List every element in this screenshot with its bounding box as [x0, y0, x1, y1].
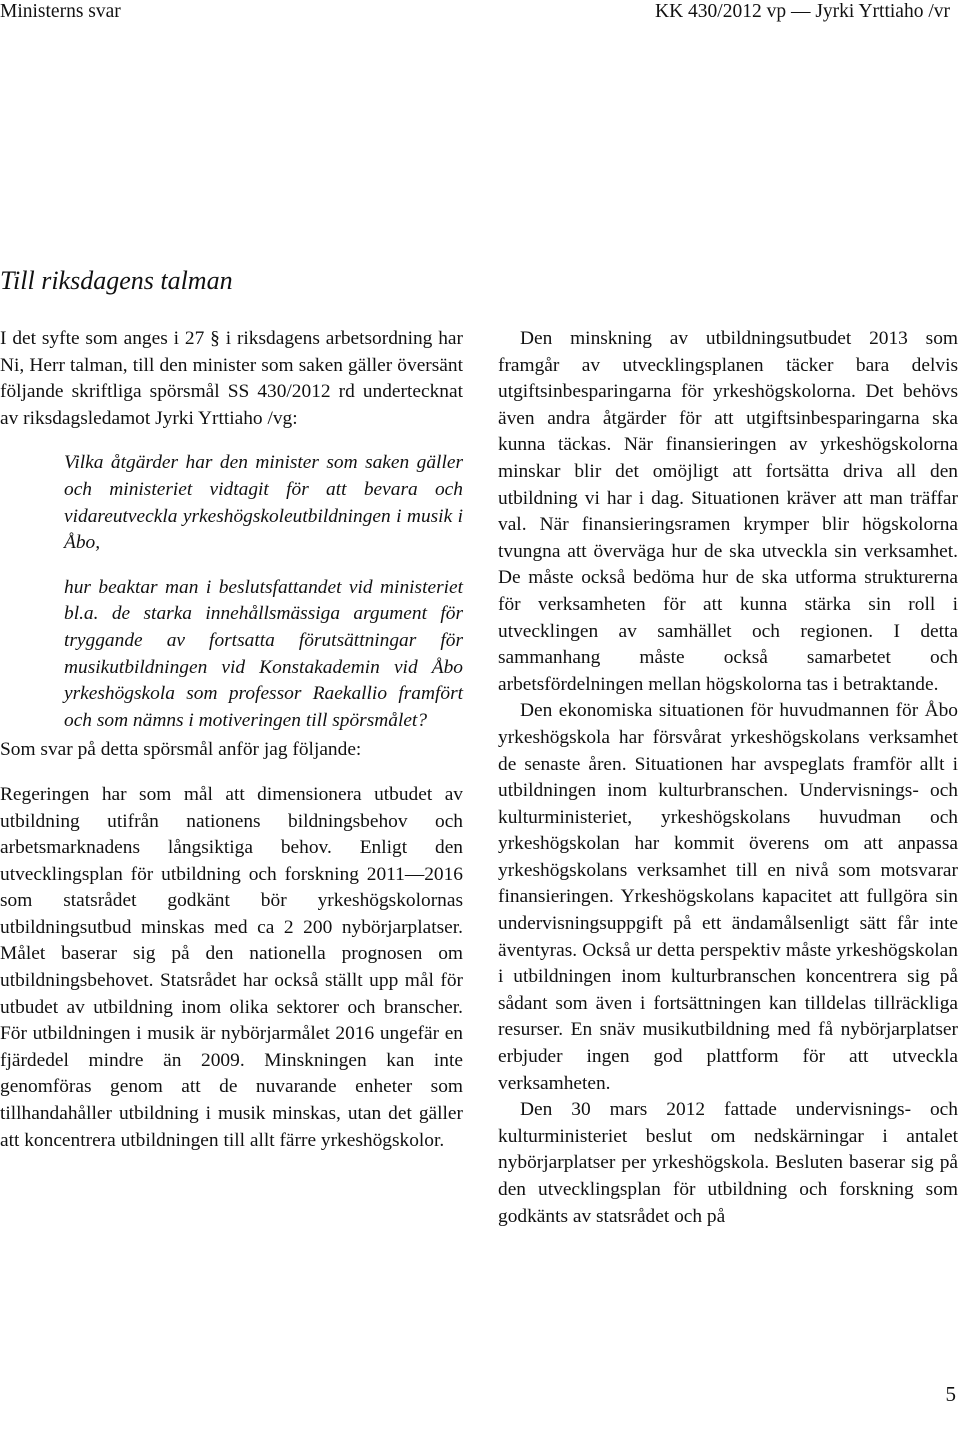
right-paragraph-2: Den ekonomiska situationen för huvudmannen för Åbo yrkeshögskola har försvårat yrkeshögskolans verksamhet de senaste åren. Situationen har avspeglats framför allt i utbildningen inom kulturbranschen. Undervisnings- och kulturministeriet, yrkeshögskolans huvudman och yrkeshögskolan har kommit överens om att anpassa yrkeshögskolans verksamhet till en nivå som motsvarar finansieringen. Yrkeshögskolans kapacitet att fullgöra sin undervisningsuppgift på ett ändamålsenligt sätt får inte äventyras. Också ur detta perspektiv måste yrkeshögskolan i utbildningen inom kulturbranschen koncentrera sig på sådant som även i fortsättningen kan tilldelas tillräckliga resurser. En snäv musikutbildning med få nybörjarplatser erbjuder ingen god plattform för att utveckla verksamheten. [498, 700, 958, 1094]
intro-paragraph: I det syfte som anges i 27 § i riksdagens arbetsordning har Ni, Herr talman, till den minister som saken gäller översänt följande skriftliga spörsmål SS 430/2012 rd undertecknat av riksdagsledamot Jyrki Yrttiaho /vg: [0, 328, 463, 429]
question-paragraph-2: hur beaktar man i beslutsfattandet vid ministeriet bl.a. de starka innehållsmässiga argument för tryggande av fortsatta förutsättningar för musikutbildningen vid Konstakademin vid Åbo yrkeshögskola som professor Raekallio framfört och som nämns i motiveringen till spörsmålet? [64, 576, 463, 731]
running-header-right: KK 430/2012 vp — Jyrki Yrttiaho /vr [654, 1, 950, 22]
right-paragraph-1: Den minskning av utbildningsutbudet 2013 som framgår av utvecklingsplanen täcker bara delvis utgiftsinbesparingarna för yrkeshögskolorna. Det behövs även andra åtgärder för att utgiftsinbesparingarna ska kunna täckas. När finansieringen av yrkeshögskolorna minskar blir det omöjligt att fortsätta driva all den utbildning vi har i dag. Situationen kräver att man träffar val. När finansieringsramen krymper blir högskolorna tvungna att överväga hur de ska utveckla sin verksamhet. De måste också bedöma hur de ska utforma strukturerna för verksamheten för att kunna stärka sin roll i utvecklingen av samhället och regionen. I detta sammanhang måste också samarbetet och arbetsfördelningen mellan högskolorna tas i betraktande. [498, 328, 958, 695]
page-title: Till riksdagens talman [0, 266, 233, 295]
right-paragraph-3: Den 30 mars 2012 fattade undervisnings- och kulturministeriet beslut om nedskärningar i antalet nybörjarplatser per yrkeshögskola. Besluten baserar sig på den utvecklingsplan för utbildning och forskning som godkänts av statsrådet och på [498, 1099, 958, 1227]
answer-paragraph: Regeringen har som mål att dimensionera utbudet av utbildning utifrån nationens bildningsbehov och arbetsmarknadens långsiktiga behov. Enligt den utvecklingsplan för utbildning och forskning 2011—2016 som statsrådet godkänt bör yrkeshögskolornas utbildningsutbud minskas med ca 2 200 nybörjarplatser. Målet baserar sig på den nationella prognosen om utbildningsbehovet. Statsrådet har också ställt upp mål för utbudet av utbildning inom olika sektorer och branscher. För utbildningen i musik är nybörjarmålet 2016 ungefär en fjärdedel mindre än 2009. Minskningen kan inte genomföras genom att de nuvarande enheter som tillhandahåller utbildning i musik minskas, utan det gäller att koncentrera utbildningen till allt färre yrkeshögskolor. [0, 783, 463, 1151]
answer-intro: Som svar på detta spörsmål anför jag följande: [0, 739, 362, 761]
question-paragraph-1: Vilka åtgärder har den minister som saken gäller och ministeriet vidtagit för att bevara och vidareutveckla yrkeshögskoleutbildningen i musik i Åbo, [64, 452, 463, 554]
running-header-left: Ministerns svar [0, 1, 121, 22]
right-column [498, 326, 958, 1230]
left-column [0, 326, 463, 1154]
page-number: 5 [945, 1382, 956, 1406]
